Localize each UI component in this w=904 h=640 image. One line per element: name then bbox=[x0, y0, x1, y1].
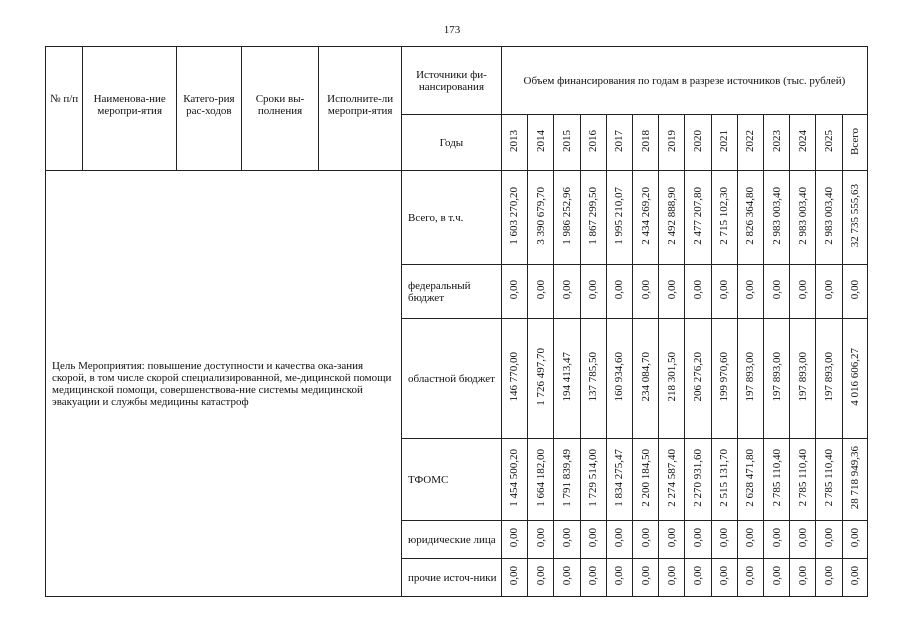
value-text: 0,00 bbox=[560, 280, 573, 300]
year-header bbox=[842, 115, 867, 171]
value-text: 2 715 102,30 bbox=[718, 187, 731, 245]
value-text: 0,00 bbox=[848, 566, 861, 586]
source-label: Всего, в т.ч. bbox=[402, 171, 502, 265]
value-text: 2 515 131,70 bbox=[718, 449, 731, 507]
value-text: 2 477 207,80 bbox=[691, 187, 704, 245]
source-label: областной бюджет bbox=[402, 319, 502, 439]
value-cell bbox=[816, 521, 842, 559]
value-cell bbox=[659, 265, 685, 319]
value-cell bbox=[501, 171, 527, 265]
year-label: 2014 bbox=[534, 130, 547, 152]
value-cell bbox=[606, 265, 632, 319]
year-header bbox=[685, 115, 711, 171]
value-text: 194 413,47 bbox=[560, 352, 573, 402]
value-text: 218 301,50 bbox=[665, 352, 678, 402]
value-cell bbox=[528, 521, 554, 559]
source-label: ТФОМС bbox=[402, 439, 502, 521]
value-text: 1 603 270,20 bbox=[508, 187, 521, 245]
value-text: 0,00 bbox=[718, 566, 731, 586]
year-header bbox=[816, 115, 842, 171]
year-header bbox=[606, 115, 632, 171]
value-cell bbox=[528, 319, 554, 439]
value-cell bbox=[554, 559, 580, 597]
value-cell bbox=[790, 559, 816, 597]
value-cell bbox=[606, 439, 632, 521]
value-cell bbox=[790, 319, 816, 439]
value-cell bbox=[790, 265, 816, 319]
value-text: 1 834 275,47 bbox=[613, 449, 626, 507]
value-text: 0,00 bbox=[560, 566, 573, 586]
value-cell bbox=[842, 439, 867, 521]
header-years-label: Годы bbox=[402, 115, 502, 171]
value-cell bbox=[501, 319, 527, 439]
value-text: 0,00 bbox=[718, 528, 731, 548]
value-cell bbox=[501, 265, 527, 319]
value-text: 0,00 bbox=[665, 528, 678, 548]
source-label: прочие источ-ники bbox=[402, 559, 502, 597]
value-text: 1 664 182,00 bbox=[534, 449, 547, 507]
year-label: 2020 bbox=[691, 130, 704, 152]
value-text: 0,00 bbox=[587, 528, 600, 548]
value-cell bbox=[606, 521, 632, 559]
value-text: 0,00 bbox=[665, 566, 678, 586]
value-text: 1 791 839,49 bbox=[560, 449, 573, 507]
value-text: 0,00 bbox=[744, 280, 757, 300]
value-text: 2 785 110,40 bbox=[796, 449, 809, 507]
value-text: 197 893,00 bbox=[770, 352, 783, 402]
value-cell bbox=[632, 171, 658, 265]
value-cell bbox=[764, 439, 790, 521]
value-cell bbox=[580, 319, 606, 439]
value-cell bbox=[554, 521, 580, 559]
year-header bbox=[580, 115, 606, 171]
value-cell bbox=[737, 265, 763, 319]
value-cell bbox=[790, 439, 816, 521]
value-text: 0,00 bbox=[796, 280, 809, 300]
value-cell bbox=[632, 559, 658, 597]
value-cell bbox=[528, 171, 554, 265]
value-cell bbox=[606, 559, 632, 597]
value-text: 0,00 bbox=[508, 566, 521, 586]
year-header bbox=[659, 115, 685, 171]
value-text: 2 492 888,90 bbox=[665, 187, 678, 245]
value-text: 0,00 bbox=[770, 528, 783, 548]
value-cell bbox=[632, 265, 658, 319]
year-label: 2023 bbox=[770, 130, 783, 152]
value-text: 1 726 497,70 bbox=[534, 348, 547, 406]
value-text: 0,00 bbox=[848, 280, 861, 300]
table-row bbox=[46, 171, 868, 265]
value-text: 0,00 bbox=[639, 528, 652, 548]
value-text: 0,00 bbox=[823, 528, 836, 548]
value-text: 4 016 606,27 bbox=[848, 348, 861, 406]
value-cell bbox=[685, 171, 711, 265]
value-cell bbox=[842, 319, 867, 439]
value-text: 0,00 bbox=[587, 566, 600, 586]
value-text: 0,00 bbox=[823, 280, 836, 300]
value-text: 0,00 bbox=[691, 528, 704, 548]
value-cell bbox=[764, 171, 790, 265]
value-text: 0,00 bbox=[613, 528, 626, 548]
value-cell bbox=[737, 319, 763, 439]
value-cell bbox=[580, 439, 606, 521]
year-label: Всего bbox=[848, 127, 861, 155]
value-cell bbox=[554, 171, 580, 265]
header-executors: Исполните-ли меропри-ятия bbox=[319, 47, 402, 171]
value-cell bbox=[764, 319, 790, 439]
value-cell bbox=[659, 319, 685, 439]
value-cell bbox=[790, 171, 816, 265]
year-header bbox=[790, 115, 816, 171]
value-cell bbox=[580, 559, 606, 597]
value-cell bbox=[685, 319, 711, 439]
value-cell bbox=[659, 171, 685, 265]
value-text: 2 983 003,40 bbox=[796, 187, 809, 245]
value-text: 2 785 110,40 bbox=[770, 449, 783, 507]
value-text: 0,00 bbox=[560, 528, 573, 548]
value-cell bbox=[764, 521, 790, 559]
value-cell bbox=[580, 521, 606, 559]
year-label: 2015 bbox=[560, 130, 573, 152]
value-cell bbox=[632, 521, 658, 559]
value-text: 0,00 bbox=[508, 528, 521, 548]
page-number: 173 bbox=[443, 24, 461, 36]
year-header bbox=[764, 115, 790, 171]
value-cell bbox=[580, 171, 606, 265]
year-label: 2024 bbox=[796, 130, 809, 152]
value-cell bbox=[764, 559, 790, 597]
value-cell bbox=[528, 439, 554, 521]
value-text: 0,00 bbox=[534, 280, 547, 300]
value-text: 197 893,00 bbox=[744, 352, 757, 402]
value-cell bbox=[501, 559, 527, 597]
source-label: юридические лица bbox=[402, 521, 502, 559]
value-cell bbox=[737, 439, 763, 521]
goal-text: Цель Мероприятия: повышение доступности и качества ока-зания скорой, в том числе скорой специализированной, ме-дицинской помощи медицинской помощи, совершенствова-ние системы медицинской эвакуации и службы медицины катастроф bbox=[46, 171, 402, 597]
value-text: 0,00 bbox=[691, 280, 704, 300]
value-text: 0,00 bbox=[508, 280, 521, 300]
value-text: 0,00 bbox=[534, 528, 547, 548]
value-cell bbox=[737, 559, 763, 597]
value-cell bbox=[842, 559, 867, 597]
value-text: 1 729 514,00 bbox=[587, 449, 600, 507]
value-cell bbox=[554, 265, 580, 319]
year-header bbox=[528, 115, 554, 171]
value-text: 0,00 bbox=[796, 566, 809, 586]
value-cell bbox=[816, 439, 842, 521]
value-text: 146 770,00 bbox=[508, 352, 521, 402]
financing-table bbox=[45, 46, 868, 597]
value-text: 197 893,00 bbox=[796, 352, 809, 402]
header-row-1 bbox=[46, 47, 868, 115]
value-text: 0,00 bbox=[718, 280, 731, 300]
value-cell bbox=[842, 171, 867, 265]
value-cell bbox=[737, 171, 763, 265]
value-cell bbox=[659, 521, 685, 559]
value-cell bbox=[790, 521, 816, 559]
year-header bbox=[554, 115, 580, 171]
value-text: 2 983 003,40 bbox=[770, 187, 783, 245]
value-cell bbox=[711, 521, 737, 559]
value-text: 0,00 bbox=[770, 566, 783, 586]
header-sources: Источники фи-нансирования bbox=[402, 47, 502, 115]
year-label: 2025 bbox=[823, 130, 836, 152]
value-text: 3 390 679,70 bbox=[534, 187, 547, 245]
value-text: 0,00 bbox=[534, 566, 547, 586]
value-text: 0,00 bbox=[796, 528, 809, 548]
value-text: 0,00 bbox=[691, 566, 704, 586]
value-cell bbox=[632, 319, 658, 439]
value-text: 2 200 184,50 bbox=[639, 449, 652, 507]
value-text: 0,00 bbox=[770, 280, 783, 300]
value-cell bbox=[816, 319, 842, 439]
value-cell bbox=[501, 439, 527, 521]
value-text: 234 084,70 bbox=[639, 352, 652, 402]
value-text: 0,00 bbox=[665, 280, 678, 300]
value-text: 199 970,60 bbox=[718, 352, 731, 402]
value-text: 2 785 110,40 bbox=[823, 449, 836, 507]
year-label: 2016 bbox=[587, 130, 600, 152]
header-name: Наименова-ние меропри-ятия bbox=[83, 47, 177, 171]
value-cell bbox=[764, 265, 790, 319]
value-cell bbox=[606, 319, 632, 439]
value-cell bbox=[685, 559, 711, 597]
value-cell bbox=[816, 171, 842, 265]
year-label: 2022 bbox=[744, 130, 757, 152]
value-text: 0,00 bbox=[613, 280, 626, 300]
value-text: 2 270 931,60 bbox=[691, 449, 704, 507]
year-header bbox=[632, 115, 658, 171]
header-num: № п/п bbox=[46, 47, 83, 171]
header-category: Катего-рия рас-ходов bbox=[177, 47, 242, 171]
value-cell bbox=[842, 521, 867, 559]
value-text: 2 983 003,40 bbox=[823, 187, 836, 245]
header-volume: Объем финансирования по годам в разрезе источников (тыс. рублей) bbox=[501, 47, 867, 115]
value-cell bbox=[737, 521, 763, 559]
value-cell bbox=[501, 521, 527, 559]
year-header bbox=[711, 115, 737, 171]
value-text: 0,00 bbox=[587, 280, 600, 300]
value-cell bbox=[632, 439, 658, 521]
value-text: 28 718 949,36 bbox=[848, 446, 861, 510]
value-cell bbox=[685, 265, 711, 319]
value-cell bbox=[842, 265, 867, 319]
value-cell bbox=[685, 521, 711, 559]
value-cell bbox=[659, 439, 685, 521]
value-text: 2 274 587,40 bbox=[665, 449, 678, 507]
value-cell bbox=[528, 265, 554, 319]
value-cell bbox=[711, 439, 737, 521]
year-label: 2021 bbox=[718, 130, 731, 152]
value-text: 1 995 210,07 bbox=[613, 187, 626, 245]
value-cell bbox=[816, 265, 842, 319]
value-cell bbox=[711, 319, 737, 439]
value-text: 137 785,50 bbox=[587, 352, 600, 402]
value-text: 1 454 500,20 bbox=[508, 449, 521, 507]
value-cell bbox=[816, 559, 842, 597]
value-text: 2 826 364,80 bbox=[744, 187, 757, 245]
value-text: 0,00 bbox=[639, 566, 652, 586]
source-label: федеральный бюджет bbox=[402, 265, 502, 319]
value-text: 2 434 269,20 bbox=[639, 187, 652, 245]
value-text: 206 276,20 bbox=[691, 352, 704, 402]
value-text: 197 893,00 bbox=[823, 352, 836, 402]
value-text: 160 934,60 bbox=[613, 352, 626, 402]
year-label: 2013 bbox=[508, 130, 521, 152]
value-cell bbox=[711, 559, 737, 597]
value-text: 0,00 bbox=[848, 528, 861, 548]
year-label: 2017 bbox=[613, 130, 626, 152]
value-cell bbox=[528, 559, 554, 597]
value-text: 0,00 bbox=[823, 566, 836, 586]
year-header bbox=[501, 115, 527, 171]
year-label: 2018 bbox=[639, 130, 652, 152]
value-text: 32 735 555,63 bbox=[848, 184, 861, 248]
value-cell bbox=[554, 319, 580, 439]
value-text: 0,00 bbox=[639, 280, 652, 300]
value-cell bbox=[554, 439, 580, 521]
value-cell bbox=[711, 171, 737, 265]
value-cell bbox=[685, 439, 711, 521]
value-text: 2 628 471,80 bbox=[744, 449, 757, 507]
value-text: 0,00 bbox=[744, 566, 757, 586]
year-label: 2019 bbox=[665, 130, 678, 152]
value-cell bbox=[711, 265, 737, 319]
value-cell bbox=[606, 171, 632, 265]
value-cell bbox=[580, 265, 606, 319]
value-text: 1 867 299,50 bbox=[587, 187, 600, 245]
header-deadlines: Сроки вы-полнения bbox=[241, 47, 319, 171]
value-text: 0,00 bbox=[613, 566, 626, 586]
value-text: 0,00 bbox=[744, 528, 757, 548]
year-header bbox=[737, 115, 763, 171]
value-text: 1 986 252,96 bbox=[560, 187, 573, 245]
value-cell bbox=[659, 559, 685, 597]
